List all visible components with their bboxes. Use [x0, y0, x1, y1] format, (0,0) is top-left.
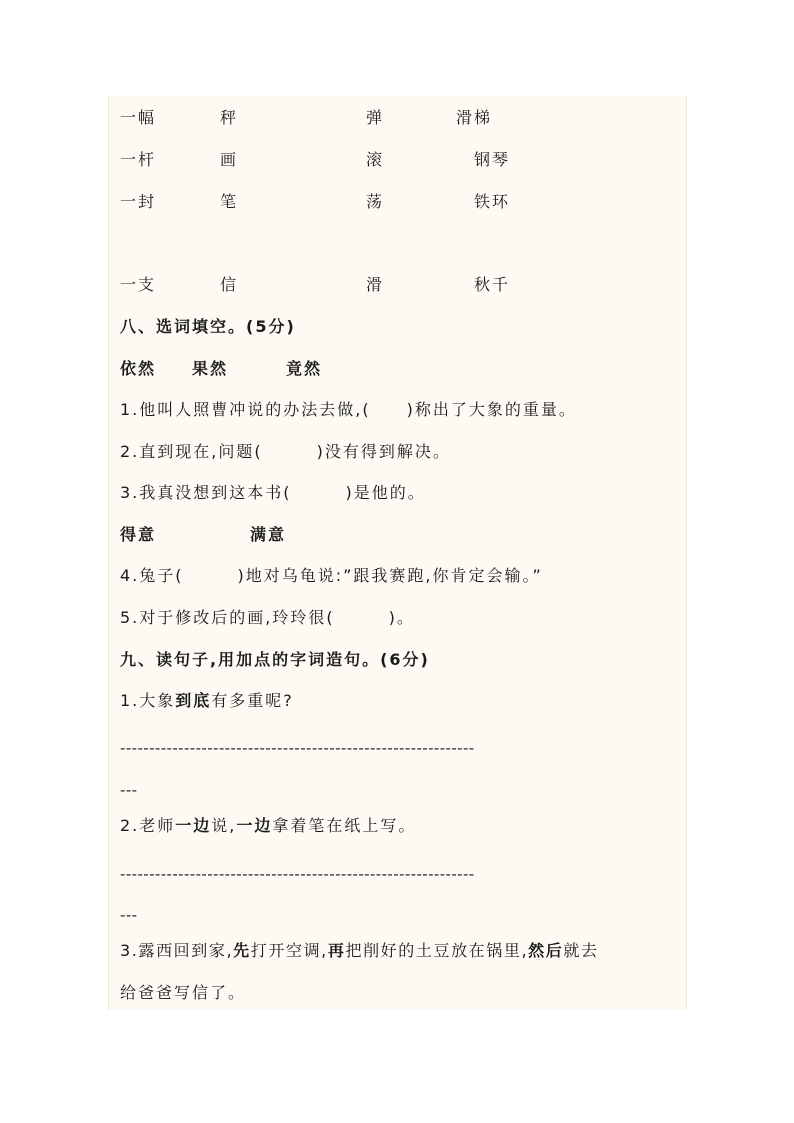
- answer-line: -------------------------------------------------------------: [120, 865, 475, 883]
- noun-word: 秤: [220, 108, 239, 127]
- object-word: 秋千: [474, 275, 511, 294]
- sentence-text: 打开空调,: [250, 941, 328, 960]
- measure-word: 一幅: [120, 108, 157, 127]
- emphasized-word: 再: [327, 941, 346, 960]
- object-word: 铁环: [474, 192, 511, 211]
- word-bank-item: 竟然: [286, 359, 323, 378]
- word-bank-item: 得意: [120, 525, 157, 544]
- verb-word: 滑: [366, 275, 385, 294]
- verb-word: 荡: [366, 192, 385, 211]
- sentence-text: 拿着笔在纸上写。: [272, 816, 417, 835]
- verb-word: 滚: [366, 150, 385, 169]
- emphasized-word: 然后: [528, 941, 564, 960]
- question-9-3-continued: 给爸爸写信了。: [120, 983, 247, 1002]
- word-bank-item: 满意: [250, 525, 287, 544]
- emphasized-word: 先: [233, 941, 251, 960]
- question-8-5: 5.对于修改后的画,玲玲很( )。: [120, 608, 415, 627]
- sentence-text: 2.老师: [120, 816, 176, 835]
- answer-line-tail: ---: [120, 906, 138, 924]
- answer-line: -------------------------------------------------------------: [120, 739, 475, 757]
- sentence-text: 有多重呢?: [211, 691, 294, 710]
- object-word: 钢琴: [474, 150, 511, 169]
- question-8-4: 4.兔子( )地对乌龟说:”跟我赛跑,你肯定会输。”: [120, 566, 543, 585]
- section-8-title: 八、选词填空。(5分): [120, 317, 296, 336]
- measure-word: 一杆: [120, 150, 157, 169]
- noun-word: 笔: [220, 192, 239, 211]
- measure-word: 一支: [120, 275, 157, 294]
- question-9-1: [120, 691, 294, 711]
- question-9-2: [120, 816, 416, 836]
- section-9-title: 九、读句子,用加点的字词造句。(6分): [120, 650, 430, 669]
- word-bank-item: 果然: [192, 359, 229, 378]
- question-8-3: 3.我真没想到这本书( )是他的。: [120, 483, 426, 502]
- verb-word: 弹: [366, 108, 385, 127]
- emphasized-word: 一边: [175, 816, 212, 835]
- sentence-text: 3.露西回到家,: [120, 941, 234, 960]
- question-8-1: 1.他叫人照曹冲说的办法去做,( )称出了大象的重量。: [120, 400, 577, 419]
- answer-line-tail: ---: [120, 781, 138, 799]
- measure-word: 一封: [120, 192, 157, 211]
- sentence-text: 1.大象: [120, 691, 176, 710]
- sentence-text: 说,: [211, 816, 237, 835]
- sentence-text: 就去: [563, 941, 599, 960]
- sentence-text: 把削好的土豆放在锅里,: [345, 941, 529, 960]
- emphasized-word: 一边: [236, 816, 273, 835]
- question-8-2: 2.直到现在,问题( )没有得到解决。: [120, 442, 451, 461]
- question-9-3: [120, 941, 599, 961]
- word-bank-item: 依然: [120, 359, 157, 378]
- noun-word: 画: [220, 150, 239, 169]
- emphasized-word: 到底: [175, 691, 212, 710]
- object-word: 滑梯: [456, 108, 493, 127]
- noun-word: 信: [220, 275, 239, 294]
